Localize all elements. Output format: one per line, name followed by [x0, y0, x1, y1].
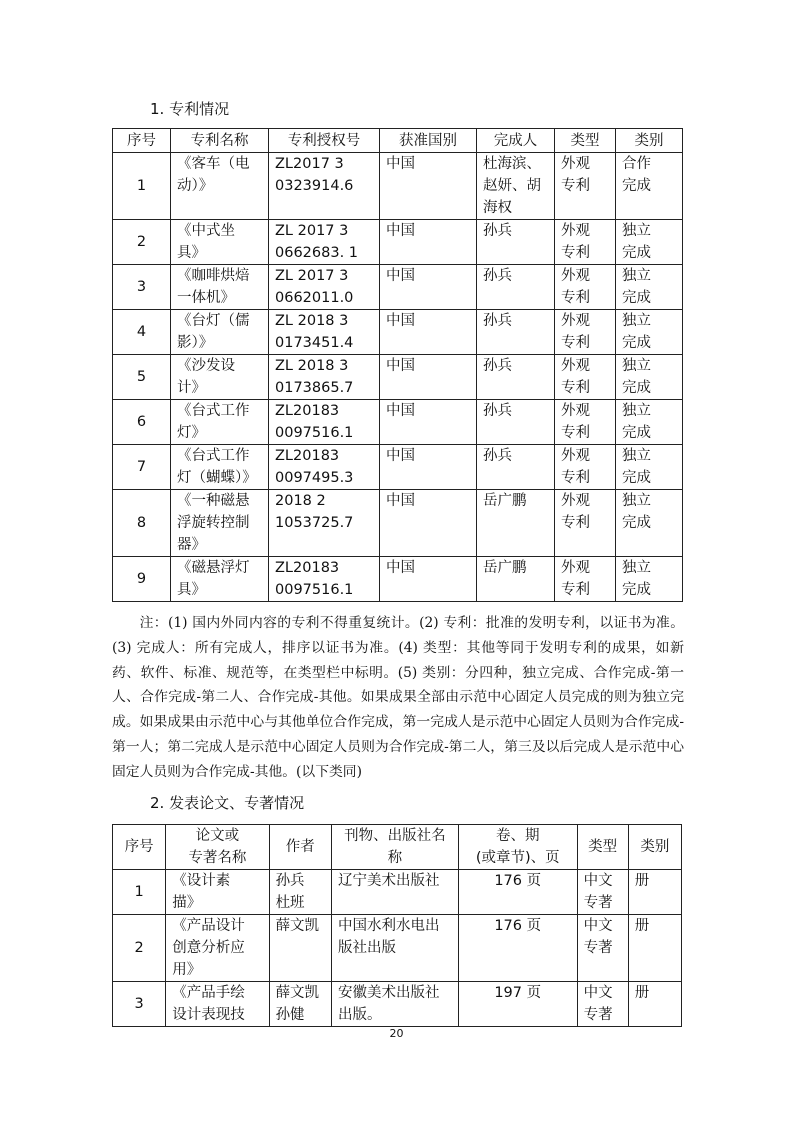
patent-note: 注：(1) 国内外同内容的专利不得重复统计。(2) 专利：批准的发明专利，以证书为准。(3) 完成人：所有完成人，排序以证书为准。(4) 类型：其他等同于发明专利的成果，如新药、软件、标准、规范等，在类型栏中标明。(5) 类别：分四种，独立完成、合作完成-第一人、合作完成-第二人、合作完成-其他。如果成果全部由示范中心固定人员完成的则为独立完成。如果成果由示范中心与其他单位合作完成，第一完成人是示范中心固定人员则为合作完成-第一人；第二完成人是示范中心固定人员则为合作完成-第二人，第三及以后完成人是示范中心固定人员则为合作完成-其他。(以下类同)	[112, 615, 684, 780]
patent-name-cell: 《磁悬浮灯 具》	[171, 557, 269, 602]
patent-number-cell: ZL2017 3 0323914.6	[269, 153, 380, 220]
inventor-cell: 孙兵	[477, 265, 555, 310]
row-number-cell: 7	[113, 445, 171, 490]
col-header-publisher: 刊物、出版社名 称	[331, 825, 458, 870]
section2-heading: 2. 发表论文、专著情况	[150, 794, 305, 812]
inventor-cell: 孙兵	[477, 355, 555, 400]
category-cell: 独立 完成	[616, 355, 683, 400]
inventor-cell: 孙兵	[477, 310, 555, 355]
patent-number-cell: ZL 2018 3 0173865.7	[269, 355, 380, 400]
row-number-cell: 6	[113, 400, 171, 445]
row-number-cell: 5	[113, 355, 171, 400]
col-header-no: 序号	[113, 129, 171, 153]
category-cell: 独立 完成	[616, 400, 683, 445]
patent-number-cell: ZL20183 0097516.1	[269, 557, 380, 602]
inventor-cell: 孙兵	[477, 220, 555, 265]
author-cell: 薛文凯	[269, 915, 331, 982]
row-number-cell: 3	[113, 265, 171, 310]
country-cell: 中国	[380, 355, 477, 400]
inventor-cell: 岳广鹏	[477, 557, 555, 602]
paper-table-header	[113, 825, 682, 870]
col-header-patent-no: 专利授权号	[269, 129, 380, 153]
table-row	[113, 982, 682, 1027]
category-cell: 独立 完成	[616, 557, 683, 602]
author-cell: 孙兵 杜班	[269, 870, 331, 915]
country-cell: 中国	[380, 265, 477, 310]
table-row	[113, 915, 682, 982]
publisher-cell: 中国水利水电出 版社出版	[331, 915, 458, 982]
table-row	[113, 265, 683, 310]
table-row	[113, 310, 683, 355]
category-cell: 独立 完成	[616, 265, 683, 310]
patent-name-cell: 《台式工作 灯（蝴蝶）》	[171, 445, 269, 490]
patent-table	[112, 128, 683, 602]
country-cell: 中国	[380, 557, 477, 602]
patent-name-cell: 《咖啡烘焙 一体机》	[171, 265, 269, 310]
patent-number-cell: ZL 2017 3 0662011.0	[269, 265, 380, 310]
col-header-title: 论文或 专著名称	[166, 825, 269, 870]
category-cell: 册	[628, 915, 681, 982]
patent-number-cell: ZL20183 0097516.1	[269, 400, 380, 445]
patent-type-cell: 外观 专利	[555, 400, 616, 445]
table-row	[113, 400, 683, 445]
inventor-cell: 杜海滨、 赵妍、胡 海权	[477, 153, 555, 220]
pub-type-cell: 中文 专著	[577, 982, 628, 1027]
publisher-cell: 安徽美术出版社 出版。	[331, 982, 458, 1027]
patent-name-cell: 《沙发设 计》	[171, 355, 269, 400]
title-cell: 《产品手绘 设计表现技	[166, 982, 269, 1027]
table-row	[113, 870, 682, 915]
category-cell: 合作 完成	[616, 153, 683, 220]
patent-name-cell: 《台式工作 灯》	[171, 400, 269, 445]
category-cell: 独立 完成	[616, 445, 683, 490]
category-cell: 独立 完成	[616, 490, 683, 557]
category-cell: 册	[628, 982, 681, 1027]
col-header-person: 完成人	[477, 129, 555, 153]
col-header-type: 类型	[577, 825, 628, 870]
volume-cell: 176 页	[458, 870, 577, 915]
inventor-cell: 孙兵	[477, 445, 555, 490]
patent-name-cell: 《客车（电 动）》	[171, 153, 269, 220]
row-number-cell: 2	[113, 220, 171, 265]
category-cell: 独立 完成	[616, 220, 683, 265]
patent-number-cell: ZL20183 0097495.3	[269, 445, 380, 490]
publisher-cell: 辽宁美术出版社	[331, 870, 458, 915]
patent-type-cell: 外观 专利	[555, 265, 616, 310]
section1-heading: 1. 专利情况	[150, 100, 230, 118]
author-cell: 薛文凯 孙健	[269, 982, 331, 1027]
patent-type-cell: 外观 专利	[555, 153, 616, 220]
row-number-cell: 8	[113, 490, 171, 557]
country-cell: 中国	[380, 445, 477, 490]
table-row	[113, 490, 683, 557]
country-cell: 中国	[380, 220, 477, 265]
col-header-type: 类型	[555, 129, 616, 153]
category-cell: 独立 完成	[616, 310, 683, 355]
table-row	[113, 355, 683, 400]
col-header-author: 作者	[269, 825, 331, 870]
patent-type-cell: 外观 专利	[555, 355, 616, 400]
col-header-no: 序号	[113, 825, 166, 870]
patent-name-cell: 《台灯（儒 影）》	[171, 310, 269, 355]
col-header-category: 类别	[628, 825, 681, 870]
table-row	[113, 445, 683, 490]
col-header-name: 专利名称	[171, 129, 269, 153]
col-header-category: 类别	[616, 129, 683, 153]
category-cell: 册	[628, 870, 681, 915]
country-cell: 中国	[380, 310, 477, 355]
table-row	[113, 557, 683, 602]
patent-name-cell: 《中式坐 具》	[171, 220, 269, 265]
row-number-cell: 4	[113, 310, 171, 355]
row-number-cell: 2	[113, 915, 166, 982]
col-header-volume: 卷、期 (或章节)、页	[458, 825, 577, 870]
inventor-cell: 岳广鹏	[477, 490, 555, 557]
patent-number-cell: ZL 2018 3 0173451.4	[269, 310, 380, 355]
row-number-cell: 1	[113, 153, 171, 220]
volume-cell: 176 页	[458, 915, 577, 982]
patent-number-cell: ZL 2017 3 0662683. 1	[269, 220, 380, 265]
patent-table-header	[113, 129, 683, 153]
title-cell: 《设计素 描》	[166, 870, 269, 915]
page-number: 20	[389, 1027, 404, 1040]
row-number-cell: 9	[113, 557, 171, 602]
paper-table	[112, 824, 682, 1027]
table-row	[113, 220, 683, 265]
country-cell: 中国	[380, 153, 477, 220]
row-number-cell: 1	[113, 870, 166, 915]
patent-type-cell: 外观 专利	[555, 557, 616, 602]
patent-type-cell: 外观 专利	[555, 445, 616, 490]
country-cell: 中国	[380, 400, 477, 445]
patent-type-cell: 外观 专利	[555, 220, 616, 265]
title-cell: 《产品设计 创意分析应 用》	[166, 915, 269, 982]
pub-type-cell: 中文 专著	[577, 870, 628, 915]
patent-name-cell: 《一种磁悬 浮旋转控制 器》	[171, 490, 269, 557]
patent-type-cell: 外观 专利	[555, 310, 616, 355]
inventor-cell: 孙兵	[477, 400, 555, 445]
volume-cell: 197 页	[458, 982, 577, 1027]
row-number-cell: 3	[113, 982, 166, 1027]
table-row	[113, 153, 683, 220]
col-header-country: 获准国别	[380, 129, 477, 153]
patent-number-cell: 2018 2 1053725.7	[269, 490, 380, 557]
patent-type-cell: 外观 专利	[555, 490, 616, 557]
pub-type-cell: 中文 专著	[577, 915, 628, 982]
country-cell: 中国	[380, 490, 477, 557]
